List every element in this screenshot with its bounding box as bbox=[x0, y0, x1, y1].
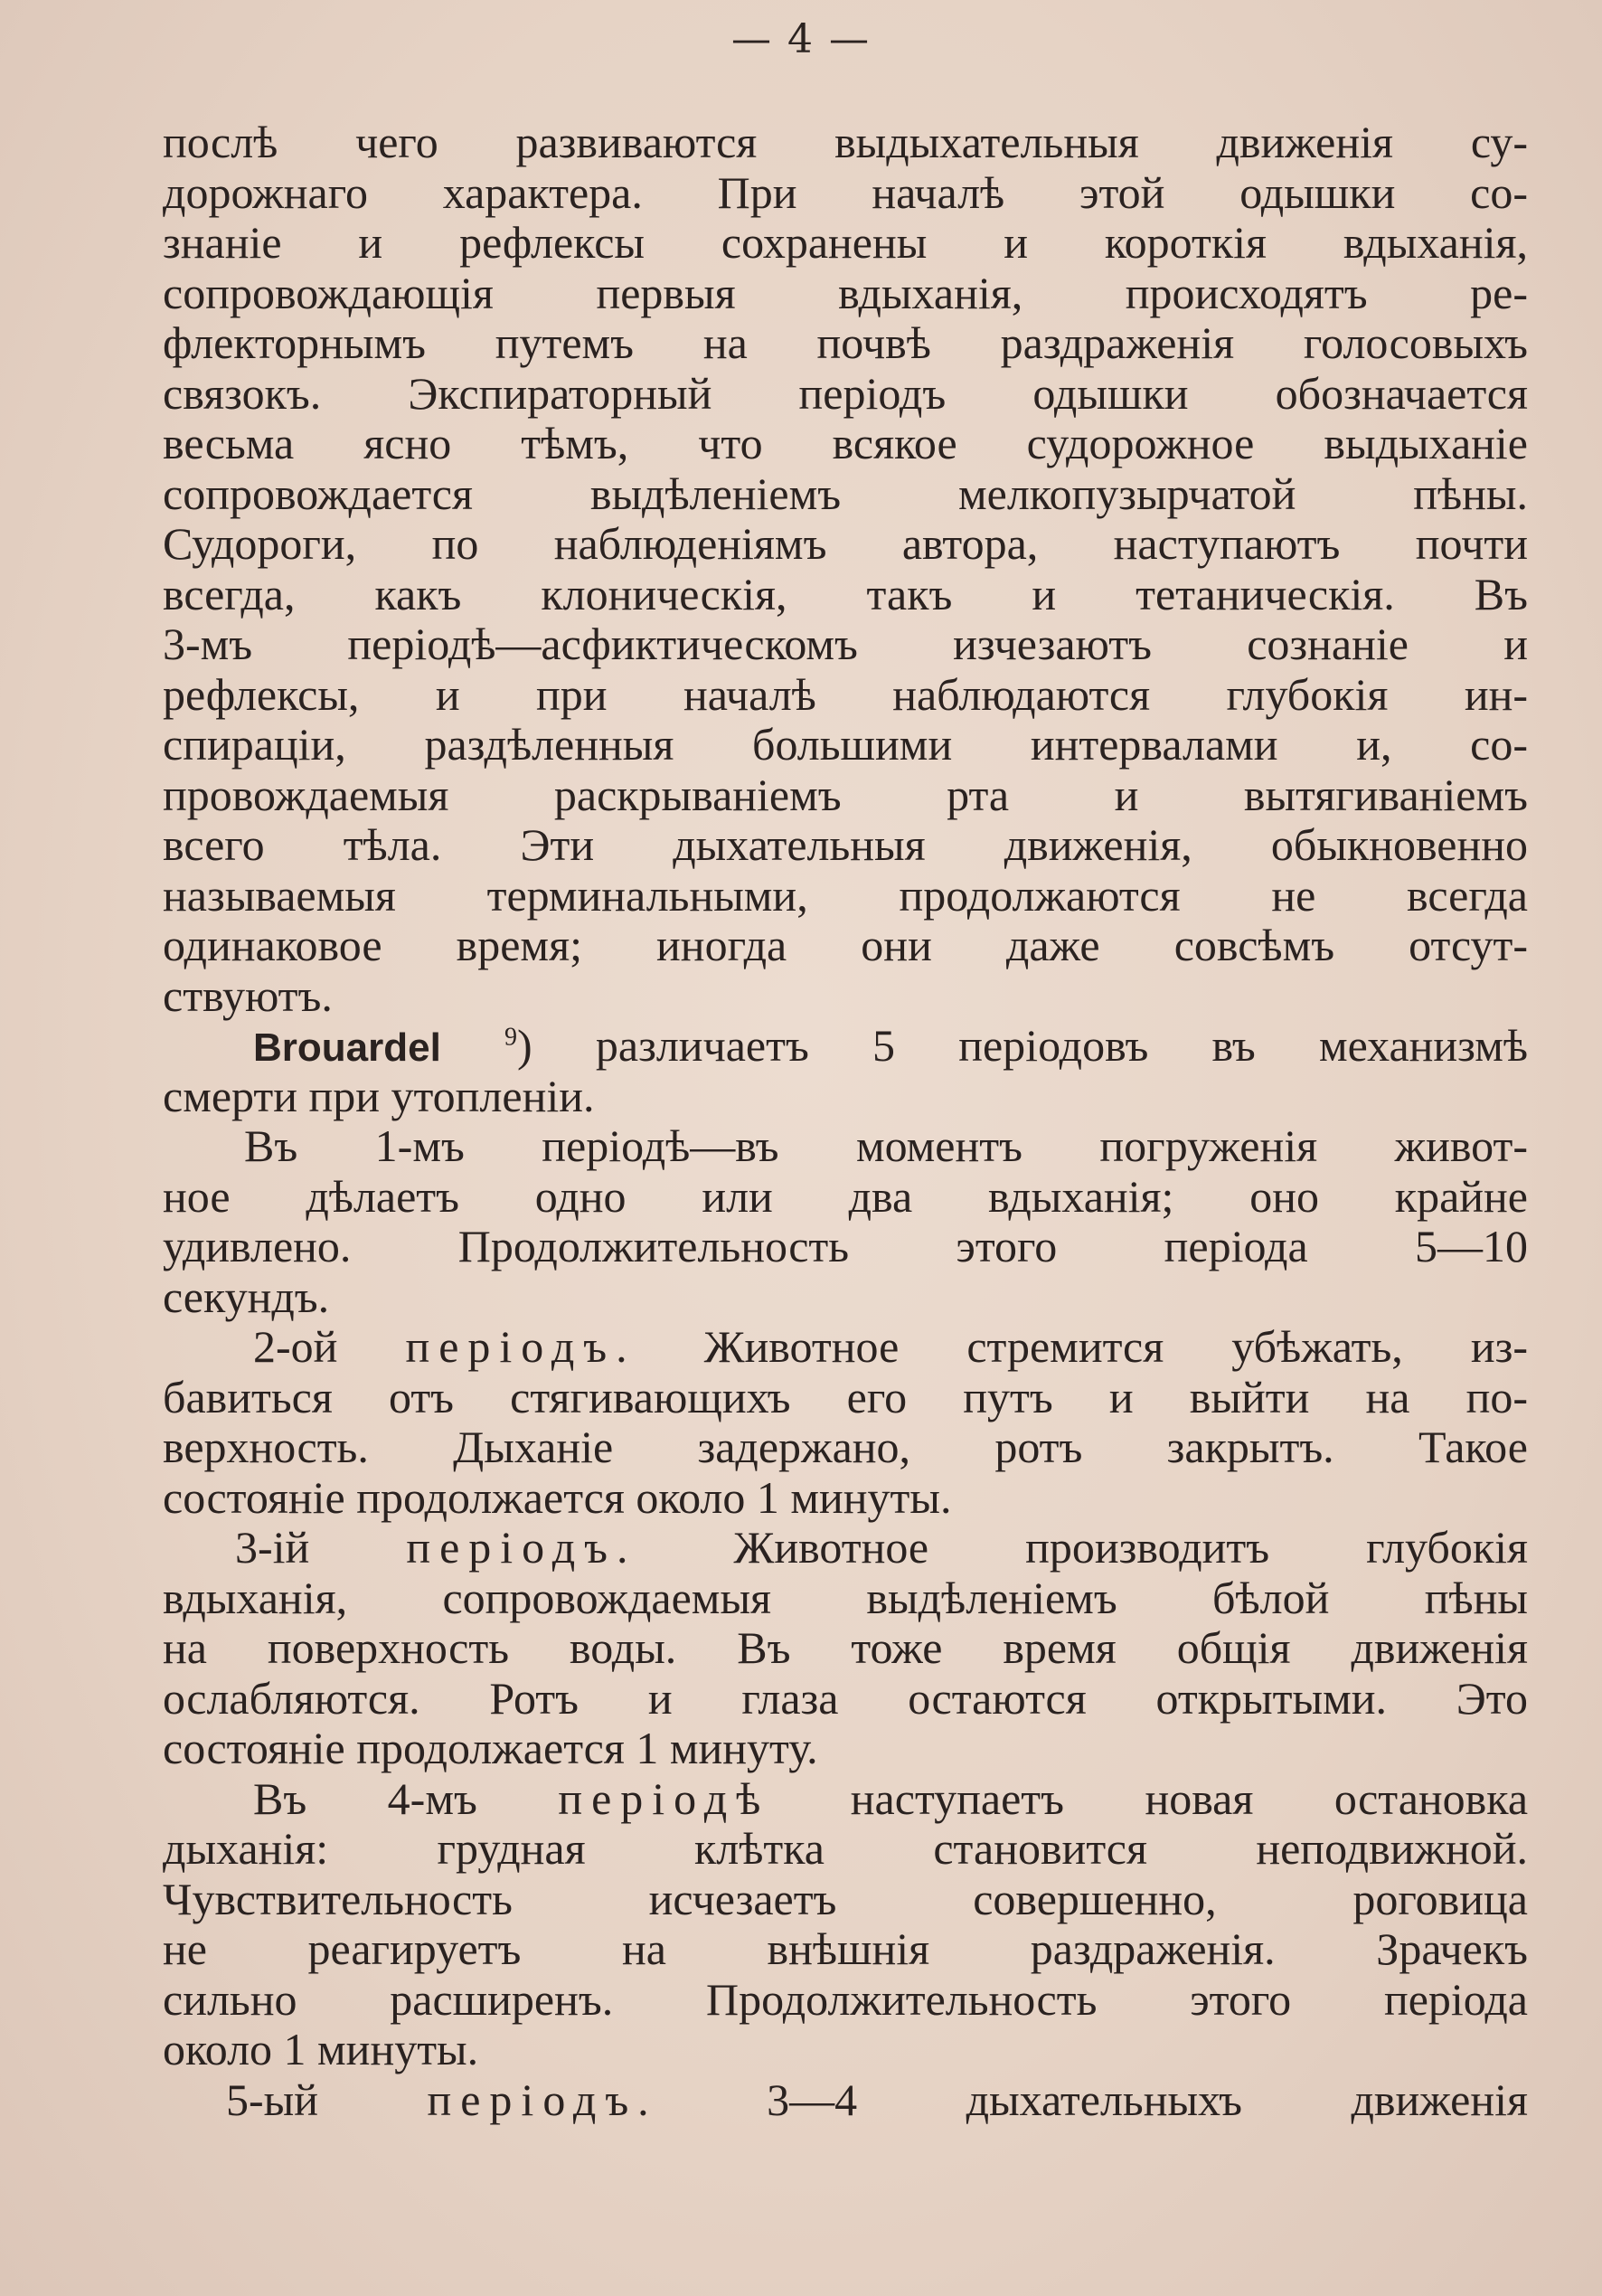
text-line: дорожнаго характера. При началѣ этой одышки со- bbox=[163, 166, 1528, 218]
text-line: сопровождается выдѣленіемъ мелкопузырчатой пѣны. bbox=[163, 468, 1528, 519]
text-line: называемыя терминальными, продолжаются не всегда bbox=[163, 869, 1528, 921]
period-3-text: Животное производитъ глубокія bbox=[733, 1522, 1529, 1573]
period-5-heading-line bbox=[163, 2075, 1528, 2126]
period-4-text: наступаетъ новая остановка bbox=[850, 1772, 1529, 1824]
text-line: Судороги, по наблюденіямъ автора, наступаютъ почти bbox=[163, 518, 1528, 569]
period-4-heading-line bbox=[163, 1774, 1528, 1825]
text-line: связокъ. Экспираторный періодъ одышки обозначается bbox=[163, 367, 1528, 419]
page-number: — 4 — bbox=[731, 16, 871, 62]
text-line: удивлено. Продолжительность этого періода 5—10 bbox=[163, 1221, 1528, 1271]
period-4-word: періодѣ bbox=[558, 1772, 770, 1824]
paragraph-period-1 bbox=[163, 1121, 1528, 1322]
text-line: весьма ясно тѣмъ, что всякое судорожное выдыханіе bbox=[163, 418, 1528, 468]
text-line: сильно расширенъ. Продолжительность этого періода bbox=[163, 1973, 1528, 2025]
period-5-word: періодъ. bbox=[427, 2074, 658, 2125]
brouardel-text: ) различаетъ 5 періодовъ въ механизмѣ bbox=[517, 1020, 1528, 1071]
period-2-number: 2-ой bbox=[253, 1321, 338, 1372]
period-5-text: 3—4 дыхательныхъ движенія bbox=[767, 2074, 1528, 2125]
period-4-number: Въ 4-мъ bbox=[253, 1772, 477, 1824]
brouardel-line-2: смерти при утопленіи. bbox=[163, 1070, 595, 1121]
text-line: провождаемыя раскрываніемъ рта и вытягиваніемъ bbox=[163, 769, 1528, 820]
text-line: секундъ. bbox=[163, 1271, 330, 1322]
text-line: всего тѣла. Эти дыхательныя движенія, обыкновенно bbox=[163, 819, 1528, 870]
text-line: вдыханія, сопровождаемыя выдѣленіемъ бѣлой пѣны bbox=[163, 1572, 1528, 1623]
text-line: Чувствительность исчезаетъ совершенно, роговица bbox=[163, 1873, 1528, 1924]
text-line: Въ 1-мъ періодѣ—въ моментъ погруженія живот- bbox=[244, 1120, 1528, 1171]
text-line: около 1 минуты. bbox=[163, 2024, 479, 2074]
period-3-heading-line bbox=[163, 1523, 1528, 1573]
footnote-ref: 9 bbox=[504, 1023, 518, 1052]
paragraph-period-4 bbox=[163, 1824, 1528, 2075]
period-2-heading-line bbox=[163, 1322, 1528, 1373]
author-name-brouardel: Brouardel bbox=[253, 1025, 441, 1070]
text-line: не реагируетъ на внѣшнія раздраженія. Зрачекъ bbox=[163, 1923, 1528, 1974]
text-line: состояніе продолжается 1 минуту. bbox=[163, 1723, 818, 1773]
text-line: всегда, какъ клоническія, такъ и тетаническія. Въ bbox=[163, 568, 1528, 619]
text-line: бавиться отъ стягивающихъ его путъ и выйти на по- bbox=[163, 1371, 1528, 1422]
body-text bbox=[163, 118, 1528, 2125]
text-line: ствуютъ. bbox=[163, 969, 333, 1021]
period-2-word: періодъ. bbox=[405, 1321, 636, 1372]
text-line: дыханія: грудная клѣтка становится неподвижной. bbox=[163, 1823, 1528, 1874]
text-line: верхность. Дыханіе задержано, ротъ закрытъ. Такое bbox=[163, 1422, 1528, 1472]
text-line: ное дѣлаетъ одно или два вдыханія; оно крайне bbox=[163, 1170, 1528, 1222]
text-line: на поверхность воды. Въ тоже время общія движенія bbox=[163, 1622, 1528, 1673]
brouardel-line-1 bbox=[163, 1021, 1528, 1072]
text-line: сопровождающія первыя вдыханія, происходятъ ре- bbox=[163, 267, 1528, 318]
period-3-number: 3-ій bbox=[235, 1522, 310, 1573]
text-line: состояніе продолжается около 1 минуты. bbox=[163, 1471, 952, 1523]
paragraph-period-3 bbox=[163, 1573, 1528, 1774]
text-line: спираціи, раздѣленныя большими интервалами и, со- bbox=[163, 719, 1528, 770]
text-line: послѣ чего развиваются выдыхательныя движенія су- bbox=[163, 117, 1528, 167]
text-line: 3-мъ періодѣ—асфиктическомъ изчезаютъ сознаніе и bbox=[163, 619, 1528, 669]
text-line: одинаковое время; иногда они даже совсѣмъ отсут- bbox=[163, 920, 1528, 970]
paragraph-period-2 bbox=[163, 1373, 1528, 1524]
text-line: флекторнымъ путемъ на почвѣ раздраженія голосовыхъ bbox=[163, 317, 1528, 368]
paragraph-respiration bbox=[163, 118, 1528, 1021]
text-line: ослабляются. Ротъ и глаза остаются открытыми. Это bbox=[163, 1672, 1528, 1724]
period-2-text: Животное стремится убѣжать, из- bbox=[703, 1321, 1528, 1372]
period-5-number: 5-ый bbox=[226, 2074, 319, 2125]
period-3-word: періодъ. bbox=[406, 1522, 637, 1573]
text-line: рефлексы, и при началѣ наблюдаются глубокія ин- bbox=[163, 668, 1528, 720]
text-line: знаніе и рефлексы сохранены и короткія вдыханія, bbox=[163, 217, 1528, 268]
